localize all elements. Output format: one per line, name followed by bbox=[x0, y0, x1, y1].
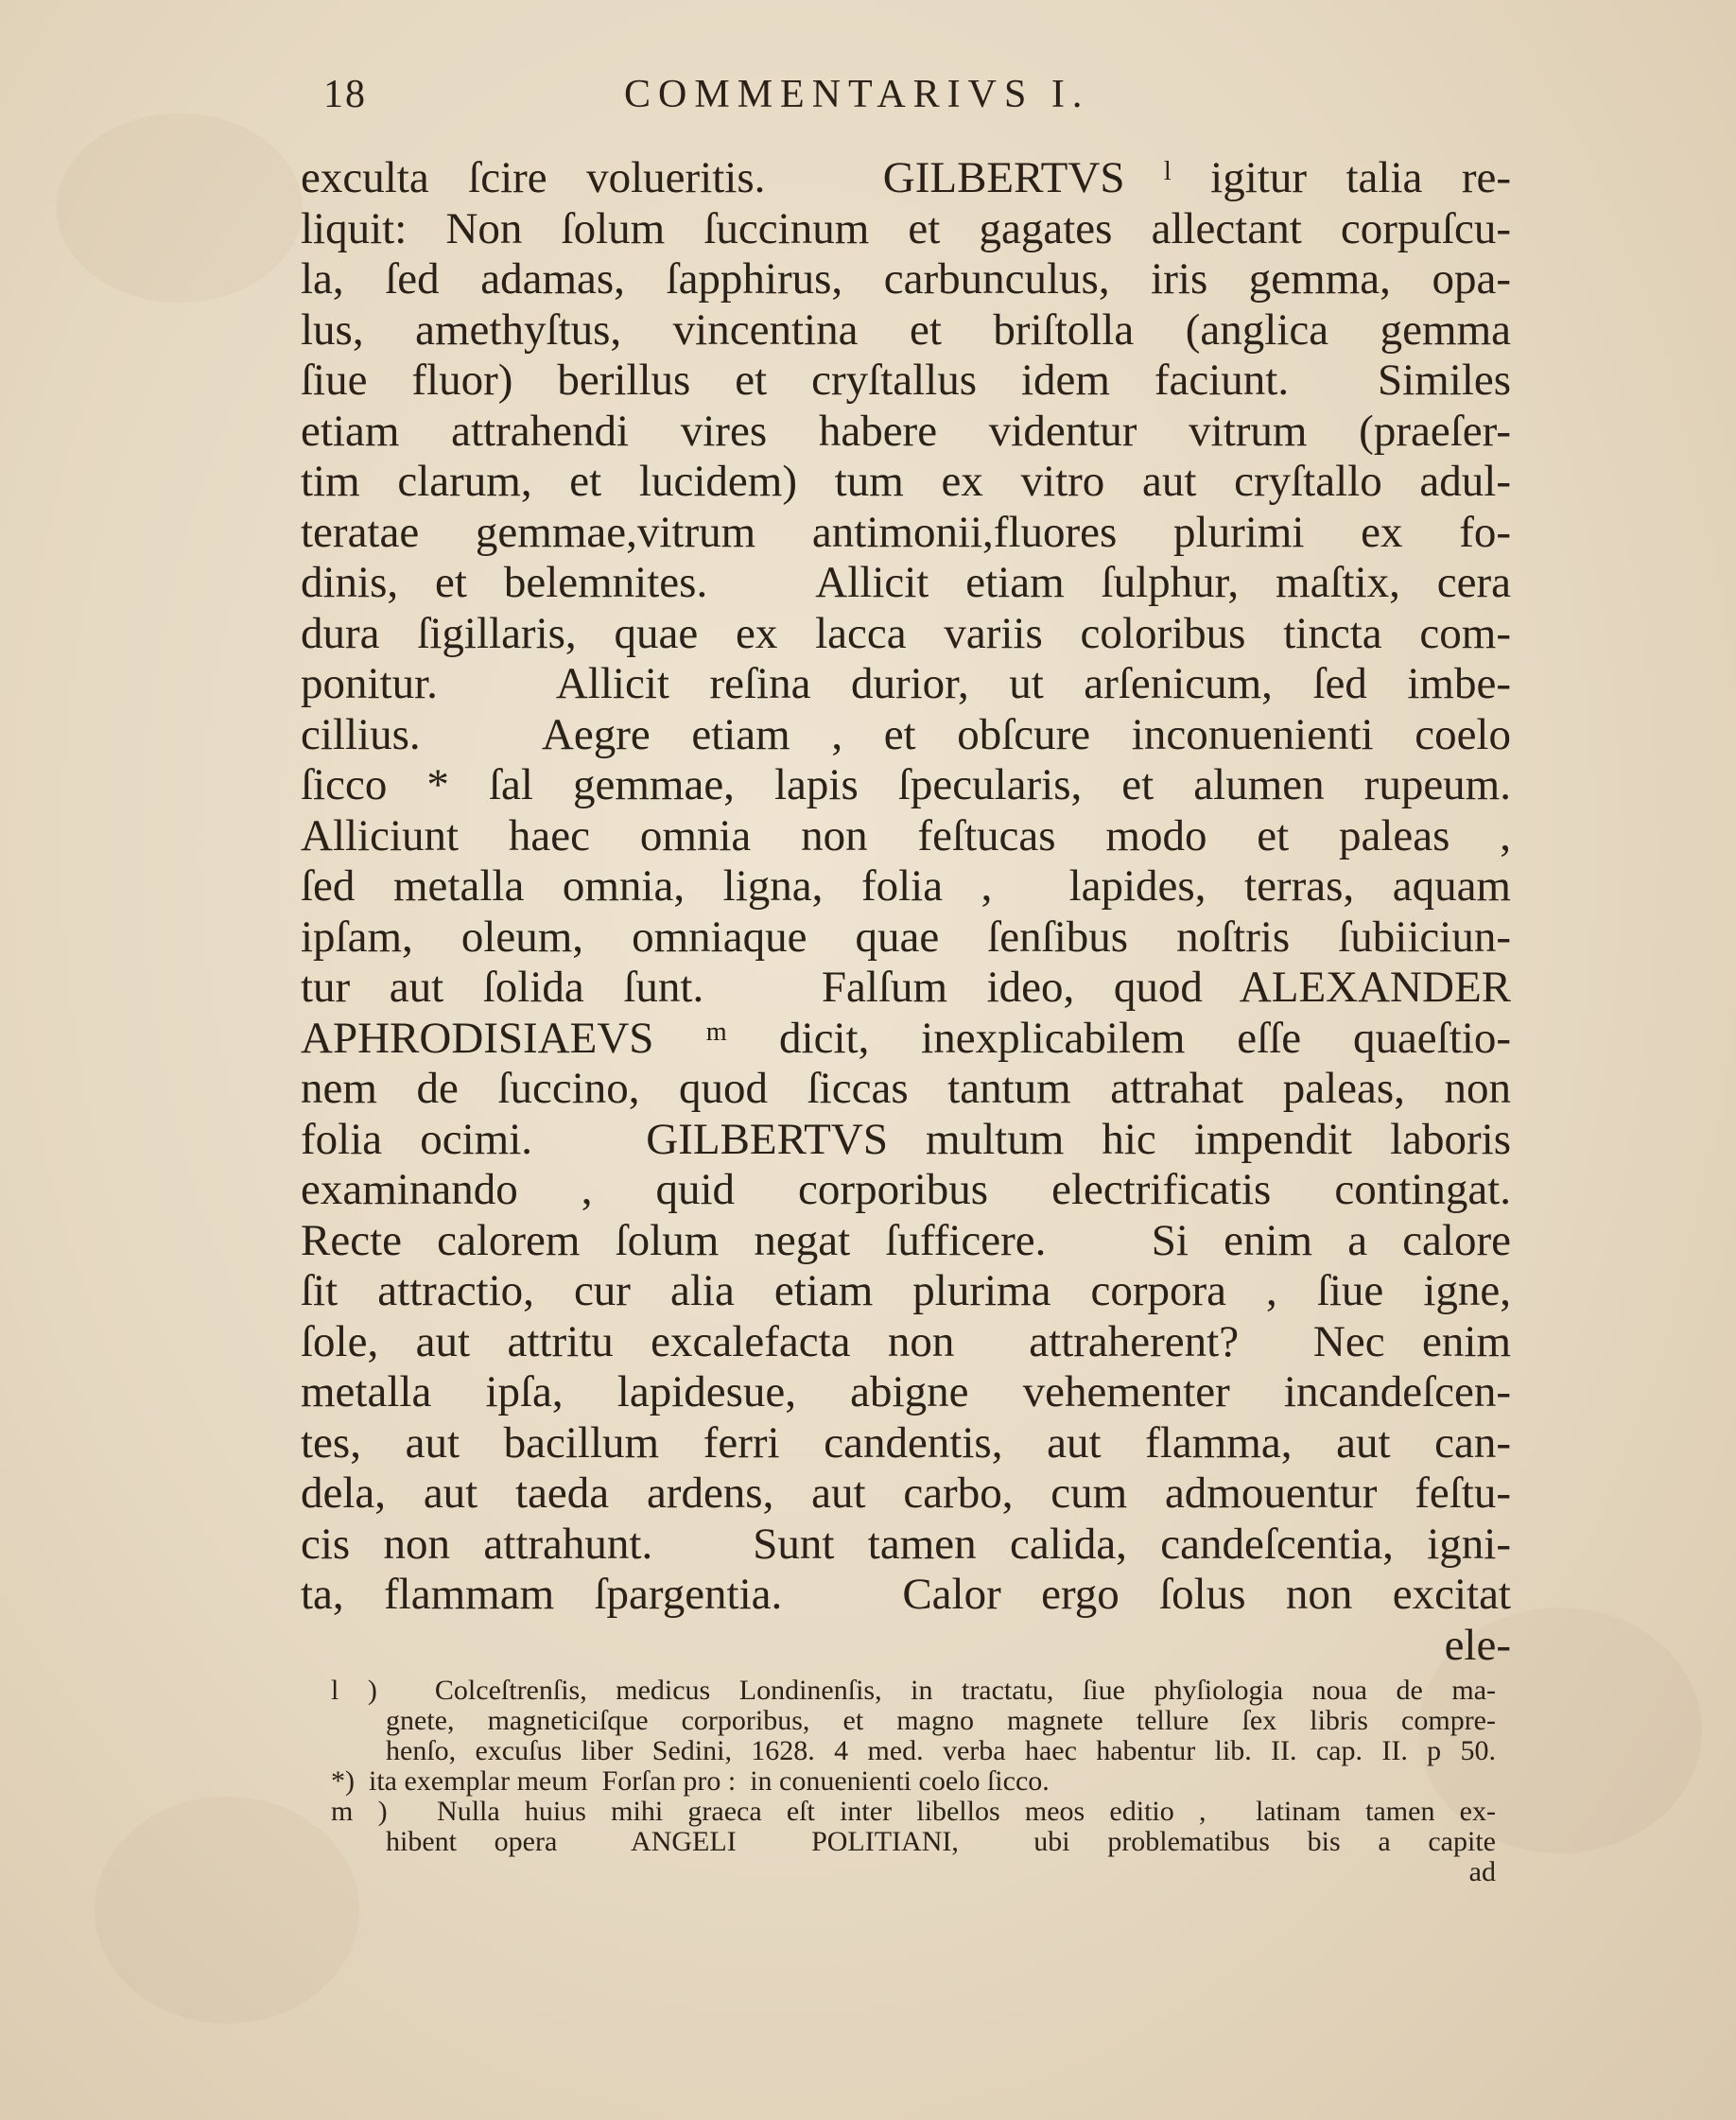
text-line: folia ocimi. GILBERTVS multum hic impendit laboris bbox=[301, 1114, 1511, 1164]
text-line: ſed metalla omnia, ligna, folia , lapides, terras, aquam bbox=[301, 861, 1511, 911]
text-line: dura ſigillaris, quae ex lacca variis coloribus tincta com- bbox=[301, 608, 1511, 658]
text-line: ta, flammam ſpargentia. Calor ergo ſolus non excitat bbox=[301, 1570, 1511, 1619]
page-number: 18 bbox=[323, 73, 367, 116]
page-header bbox=[312, 66, 1258, 123]
text-line: tim clarum, et lucidem) tum ex vitro aut cryſtallo adul- bbox=[301, 457, 1511, 506]
text-line: cillius. Aegre etiam , et obſcure inconuenienti coelo bbox=[301, 709, 1511, 759]
text-line: la, ſed adamas, ſapphirus, carbunculus, iris gemma, opa- bbox=[301, 254, 1511, 304]
text-line: liquit: Non ſolum ſuccinum et gagates allectant corpuſcu- bbox=[301, 203, 1511, 253]
text-line: etiam attrahendi vires habere videntur vitrum (praeſer- bbox=[301, 406, 1511, 456]
footnote-line: *) ita exemplar meum Forſan pro : in conuenienti coelo ſicco. bbox=[331, 1765, 1050, 1797]
text-line: metalla ipſa, lapidesue, abigne vehementer incandeſcen- bbox=[301, 1367, 1511, 1416]
text-line: examinando , quid corporibus electrificatis contingat. bbox=[301, 1165, 1511, 1214]
running-title: COMMENTARIVS I. bbox=[624, 73, 1090, 116]
paper-stain bbox=[57, 113, 303, 303]
text-line: ele- bbox=[1444, 1620, 1511, 1670]
footnote-line: ad bbox=[1468, 1856, 1496, 1887]
footnote-line: m ) Nulla huius mihi graeca eſt inter libellos meos editio , latinam tamen ex- bbox=[331, 1796, 1496, 1827]
footnote-line: l ) Colceſtrenſis, medicus Londinenſis, in tractatu, ſiue phyſiologia noua de ma- bbox=[331, 1675, 1496, 1706]
main-text bbox=[301, 153, 1511, 1671]
text-line: ſit attractio, cur alia etiam plurima corpora , ſiue igne, bbox=[301, 1266, 1511, 1315]
footnote-line: gnete, magneticiſque corporibus, et magno magnete tellure ſex libris compre- bbox=[386, 1705, 1496, 1736]
text-line: Recte calorem ſolum negat ſufficere. Si enim a calore bbox=[301, 1215, 1511, 1265]
text-line: exculta ſcire volueritis. GILBERTVS ˡ igitur talia re- bbox=[301, 153, 1511, 202]
footnote-line: henſo, excuſus liber Sedini, 1628. 4 med. verba haec habentur lib. II. cap. II. p 50. bbox=[386, 1735, 1496, 1766]
text-line: lus, amethyſtus, vincentina et briſtolla (anglica gemma bbox=[301, 304, 1511, 355]
text-line: Alliciunt haec omnia non feſtucas modo et paleas , bbox=[301, 810, 1511, 860]
text-line: cis non attrahunt. Sunt tamen calida, candeſcentia, igni- bbox=[301, 1519, 1511, 1569]
text-line: tes, aut bacillum ferri candentis, aut flamma, aut can- bbox=[301, 1417, 1511, 1468]
paper-stain bbox=[95, 1797, 359, 2024]
footnotes bbox=[331, 1676, 1496, 1887]
text-line: teratae gemmae,vitrum antimonii,fluores plurimi ex fo- bbox=[301, 507, 1511, 557]
text-line: ipſam, oleum, omniaque quae ſenſibus noſtris ſubiiciun- bbox=[301, 912, 1511, 962]
text-line: tur aut ſolida ſunt. Falſum ideo, quod ALEXANDER bbox=[301, 963, 1511, 1012]
text-line: APHRODISIAEVS ᵐ dicit, inexplicabilem eſſe quaeſtio- bbox=[301, 1013, 1511, 1063]
text-line: ſole, aut attritu excalefacta non attraherent? Nec enim bbox=[301, 1316, 1511, 1366]
text-line: dela, aut taeda ardens, aut carbo, cum admouentur feſtu- bbox=[301, 1468, 1511, 1518]
text-line: ponitur. Allicit reſina durior, ut arſenicum, ſed imbe- bbox=[301, 659, 1511, 708]
text-line: ſicco * ſal gemmae, lapis ſpecularis, et alumen rupeum. bbox=[301, 760, 1511, 809]
footnote-line: hibent opera ANGELI POLITIANI, ubi problematibus bis a capite bbox=[386, 1826, 1496, 1857]
text-line: dinis, et belemnites. Allicit etiam ſulphur, maſtix, cera bbox=[301, 558, 1511, 607]
text-line: ſiue fluor) berillus et cryſtallus idem faciunt. Similes bbox=[301, 356, 1511, 405]
text-line: nem de ſuccino, quod ſiccas tantum attrahat paleas, non bbox=[301, 1064, 1511, 1113]
